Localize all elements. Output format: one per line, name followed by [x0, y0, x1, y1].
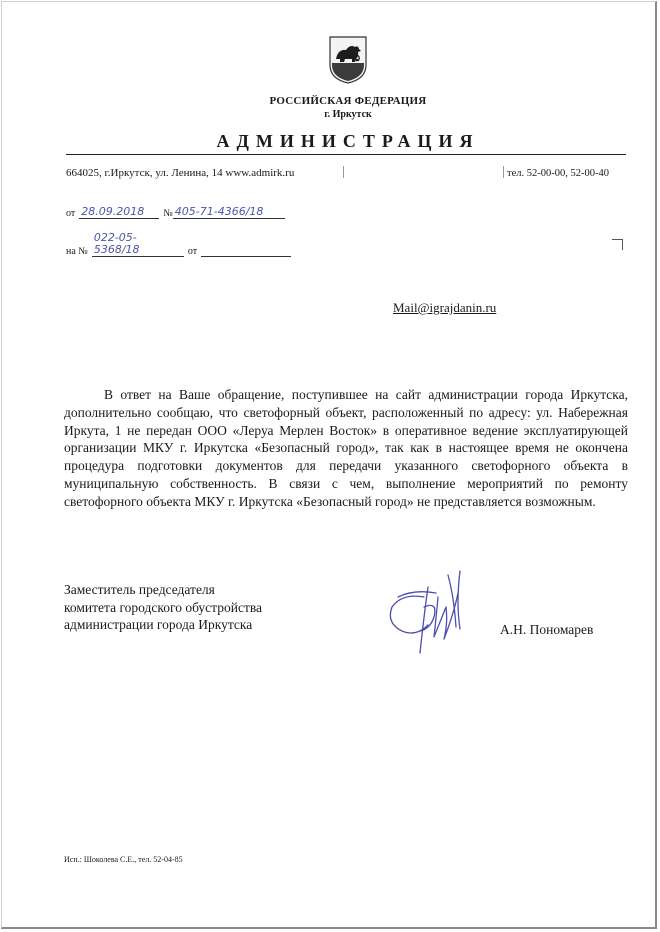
organization-title: АДМИНИСТРАЦИЯ [216, 131, 480, 151]
header-divider [66, 154, 626, 155]
postal-address: 664025, г.Иркутск, ул. Ленина, 14 www.admirk.ru [66, 167, 295, 179]
country-name: РОССИЙСКАЯ ФЕДЕРАЦИЯ [269, 95, 427, 107]
ref-label: на № [66, 246, 88, 257]
position-line-1: Заместитель председателя [64, 582, 215, 597]
contact-phones: тел. 52-00-00, 52-00-40 [507, 168, 609, 179]
letter-body [64, 386, 628, 511]
incoming-reference-line [66, 232, 291, 257]
letter-date: 28.09.2018 [79, 206, 159, 219]
outgoing-registration-line [66, 206, 285, 219]
incoming-number: 022-05-5368/18 [92, 232, 184, 257]
number-sign: № [163, 208, 173, 219]
coat-of-arms-icon [328, 35, 368, 85]
body-paragraph: В ответ на Ваше обращение, поступившее на сайт администрации города Иркутска, дополнительно сообщаю, что светофорный объект, расположенный по адресу: ул. Набережная Иркута, 1 не передан ООО «Леруа Мерлен Восток» в оперативное ведение эксплуатирующей организации МКУ г. Иркутска «Безопасный город», так как в настоящее время не окончена процедура подготовки документов для передачи указанного светофорного объекта в муниципальную собственность. В связи с чем, выполнение мероприятий по ремонту светофорного объекта МКУ г. Иркутска «Безопасный город» не представляется возможным. [64, 387, 628, 509]
outgoing-number: 405-71-4366/18 [173, 206, 285, 219]
city-name: г. Иркутск [324, 109, 372, 120]
position-line-2: комитета городского обустройства [64, 599, 263, 615]
handwritten-signature [384, 567, 474, 657]
position-line-3: администрации города Иркутска [64, 617, 253, 632]
signer-name: А.Н. Пономарев [500, 622, 594, 637]
recipient-email: Mail@igrajdanin.ru [393, 300, 497, 315]
from-label: от [66, 208, 76, 219]
address-separator [343, 166, 344, 178]
phone-separator [503, 166, 504, 178]
ref-date [201, 246, 291, 257]
addressee-corner-mark [612, 239, 623, 250]
ref-date-label: от [187, 246, 198, 257]
signer-position [64, 581, 262, 634]
executor-note: Исп.: Шоколева С.Е., тел. 52-04-85 [64, 855, 183, 864]
